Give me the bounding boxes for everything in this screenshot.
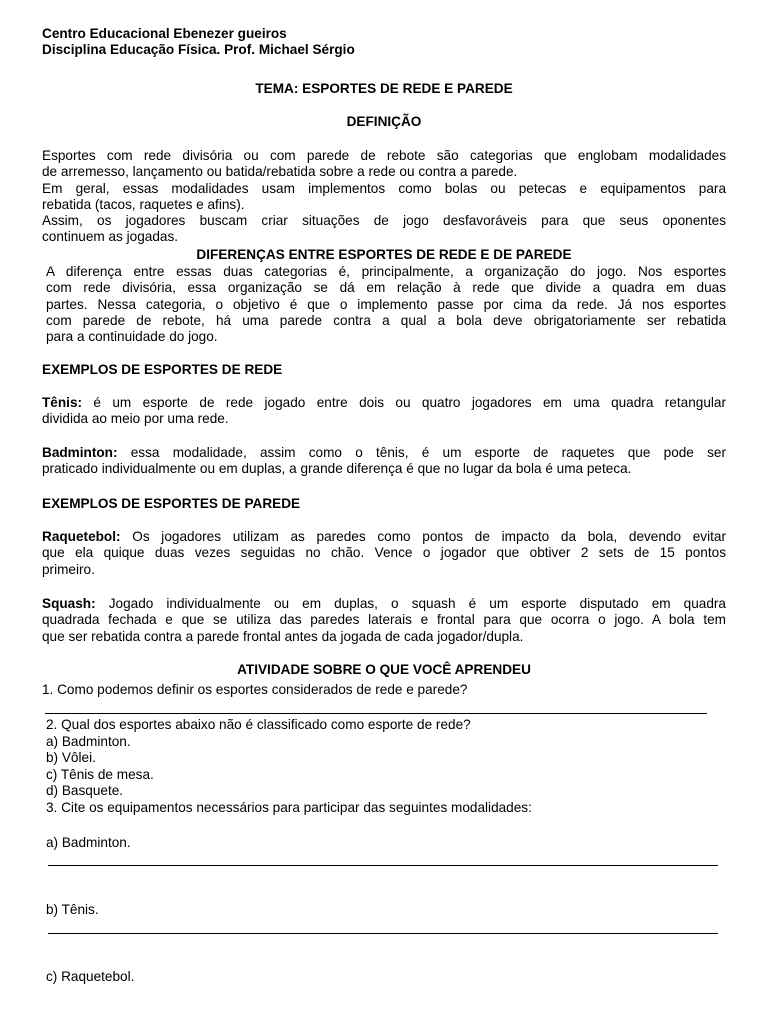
badminton-text-2: praticado individualmente ou em duplas, a grande diferença é que no lugar da bola é uma peteca. xyxy=(42,461,632,477)
squash-text-3: que ser rebatida contra a parede frontal antes da jogada de cada jogador/dupla. xyxy=(42,628,524,644)
q3-item-b: b) Tênis. xyxy=(46,902,99,917)
squash-text-2: quadrada fechada e que se utiliza das paredes laterais e frontal para que ocorra o jogo. A bola tem xyxy=(42,612,726,628)
squash-text: Jogado individualmente ou em duplas, o squash é um esporte disputado em quadra xyxy=(95,596,726,611)
definition-line: rebatida (tacos, raquetes e afins). xyxy=(42,196,245,212)
badminton-paragraph xyxy=(42,445,726,478)
differences-paragraph xyxy=(46,264,726,345)
squash-term: Squash: xyxy=(42,596,96,611)
definition-title: DEFINIÇÃO xyxy=(346,114,422,129)
question-1: 1. Como podemos definir os esportes considerados de rede e parede? xyxy=(42,682,468,697)
differences-line: com parede de rebote, há uma parede contra a qual a bola deve obrigatoriamente ser rebatida xyxy=(46,312,726,328)
school-header xyxy=(42,26,726,59)
differences-line: partes. Nessa categoria, o objetivo é que o implemento passe por cima da rede. Já nos esportes xyxy=(46,296,726,312)
option-b: b) Vôlei. xyxy=(46,750,96,766)
option-c: c) Tênis de mesa. xyxy=(46,766,154,782)
discipline-line: Disciplina Educação Física. Prof. Michael Sérgio xyxy=(42,42,355,58)
raquetebol-term: Raquetebol: xyxy=(42,529,121,544)
question-3: 3. Cite os equipamentos necessários para participar das seguintes modalidades: xyxy=(46,800,532,815)
question-2: 2. Qual dos esportes abaixo não é classificado como esporte de rede? xyxy=(46,717,471,732)
activity-title: ATIVIDADE SOBRE O QUE VOCÊ APRENDEU xyxy=(237,662,531,677)
raquetebol-text: Os jogadores utilizam as paredes como pontos de impacto da bola, devendo evitar xyxy=(120,529,726,544)
tenis-text-2: dividida ao meio por uma rede. xyxy=(42,411,229,427)
answer-line[interactable] xyxy=(45,712,707,714)
definition-line: de arremesso, lançamento ou batida/rebatida sobre a rede ou contra a parede. xyxy=(42,164,518,180)
definition-line: Esportes com rede divisória ou com parede de rebote são categorias que englobam modalidades xyxy=(42,148,726,163)
raquetebol-text-3: primeiro. xyxy=(42,561,95,577)
answer-line[interactable] xyxy=(48,932,718,934)
raquetebol-text-2: que ela quique duas vezes seguidas no chão. Vence o jogador que obtiver 2 sets de 15 pontos xyxy=(42,545,726,561)
answer-line[interactable] xyxy=(48,864,718,866)
tenis-text: é um esporte de rede jogado entre dois ou quatro jogadores em uma quadra retangular xyxy=(82,395,726,410)
differences-line: A diferença entre essas duas categorias é, principalmente, a organização do jogo. Nos esportes xyxy=(46,264,726,279)
definition-line: continuem as jogadas. xyxy=(42,229,179,245)
tenis-paragraph xyxy=(42,395,726,428)
q3-item-a: a) Badminton. xyxy=(46,835,131,850)
option-a: a) Badminton. xyxy=(46,734,131,749)
q3-item-c: c) Raquetebol. xyxy=(46,969,135,984)
differences-line: para a continuidade do jogo. xyxy=(46,329,218,345)
badminton-text: essa modalidade, assim como o tênis, é um esporte de raquetes que pode ser xyxy=(117,445,726,460)
wall-examples-title: EXEMPLOS DE ESPORTES DE PAREDE xyxy=(42,496,301,511)
tenis-term: Tênis: xyxy=(42,395,83,410)
differences-line: com rede divisória, essa organização se dá em relação à rede que divide a quadra em duas xyxy=(46,280,726,296)
net-examples-title: EXEMPLOS DE ESPORTES DE REDE xyxy=(42,362,283,377)
definition-line: Assim, os jogadores buscam criar situações de jogo desfavoráveis para que seus oponentes xyxy=(42,213,726,229)
definition-line: Em geral, essas modalidades usam implementos como bolas ou petecas e equipamentos para xyxy=(42,180,726,196)
question-2-options xyxy=(46,734,730,799)
differences-title: DIFERENÇAS ENTRE ESPORTES DE REDE E DE PAREDE xyxy=(196,247,572,262)
squash-paragraph xyxy=(42,596,726,645)
school-name: Centro Educacional Ebenezer gueiros xyxy=(42,26,287,41)
raquetebol-paragraph xyxy=(42,529,726,578)
badminton-term: Badminton: xyxy=(42,445,118,460)
definition-paragraph xyxy=(42,148,726,246)
option-d: d) Basquete. xyxy=(46,782,124,798)
theme-title: TEMA: ESPORTES DE REDE E PAREDE xyxy=(255,81,513,96)
